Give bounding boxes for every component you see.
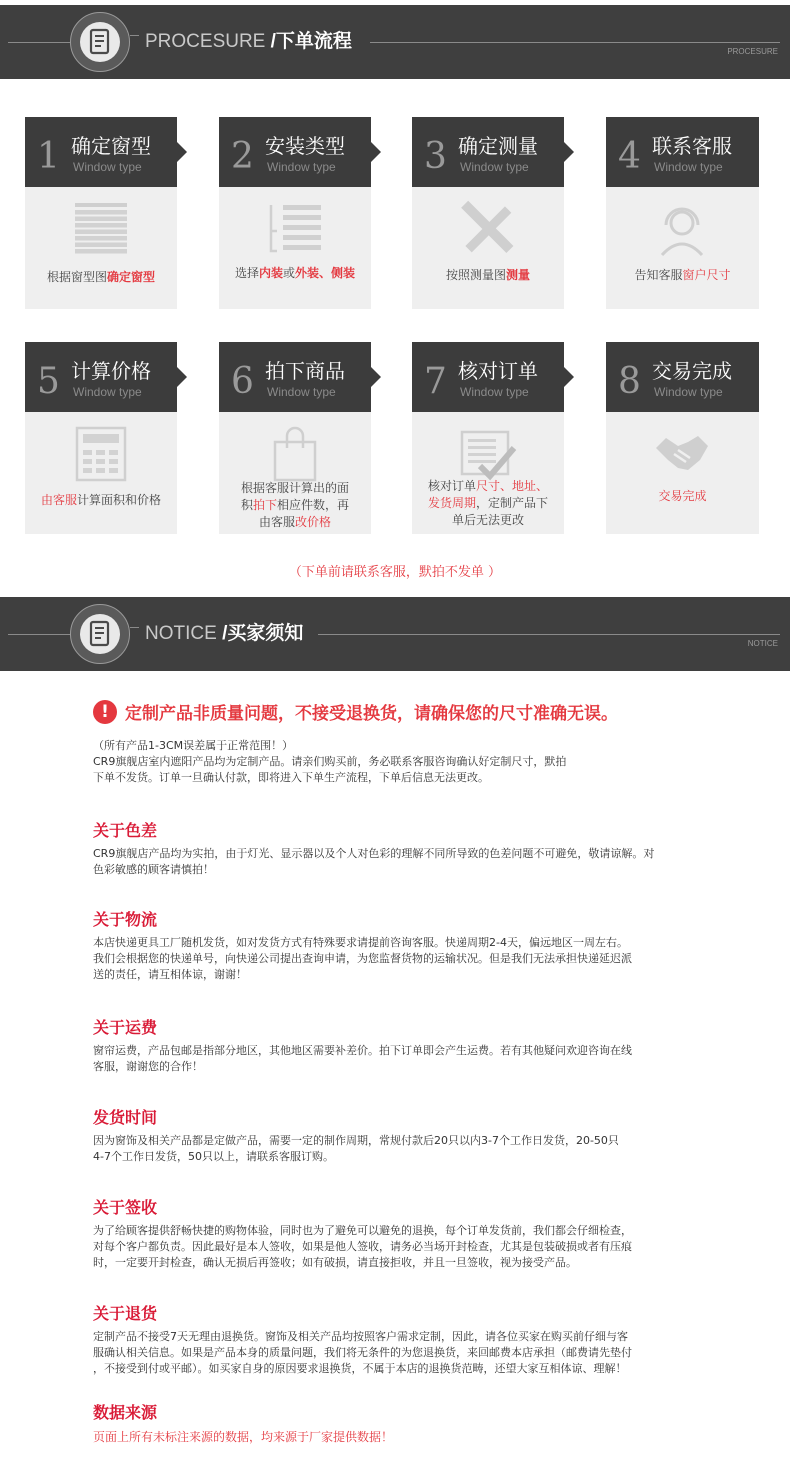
- warning-line: [93, 699, 618, 724]
- step-title: 交易完成: [652, 359, 732, 383]
- step-header: [25, 342, 177, 412]
- section-title: 关于物流: [93, 910, 158, 929]
- step-card-4: [606, 117, 759, 309]
- checklist-icon: [458, 424, 518, 484]
- blinds-icon: [71, 199, 131, 259]
- step-subtitle: Window type: [267, 385, 336, 399]
- step-title: 拍下商品: [265, 359, 345, 383]
- step-title: 计算价格: [71, 359, 151, 383]
- step-subtitle: Window type: [654, 385, 723, 399]
- step-header: [25, 117, 177, 187]
- section-text: 窗帘运费，产品包邮是指部分地区，其他地区需要补差价。拍下订单即会产生运费。若有其他疑问欢迎咨询在线 客服，谢谢您的合作！: [93, 1044, 632, 1073]
- step-number: 8: [618, 361, 641, 402]
- document-icon: [80, 22, 120, 62]
- step-subtitle: Window type: [654, 160, 723, 174]
- step-card-3: [412, 117, 564, 309]
- step-subtitle: Window type: [267, 160, 336, 174]
- notice-small-label: NOTICE: [747, 639, 778, 648]
- step-card-5: [25, 342, 177, 534]
- step-title: 安装类型: [265, 134, 345, 158]
- section-title: 关于色差: [93, 821, 158, 840]
- step-header: [606, 342, 759, 412]
- step-description: 选择内装或外装、侧装: [234, 266, 356, 280]
- calculator-icon: [71, 424, 131, 484]
- step-header: [219, 117, 371, 187]
- section-title: 发货时间: [93, 1108, 158, 1127]
- step-description: 交易完成: [658, 489, 707, 503]
- section-title: 关于签收: [93, 1198, 158, 1217]
- step-number: 1: [37, 136, 60, 177]
- section-text: 本店快递更具工厂随机发货，如对发货方式有特殊要求请提前咨询客服。快递周期2-4天，偏远地区一周左右。 我们会根据您的快递单号，向快递公司提出查询申请，为您监督货物的运输状况。但是我们无法承担快递延迟派 送的责任，请互相体谅，谢谢！: [93, 936, 632, 981]
- procedure-badge: [70, 12, 130, 72]
- exclamation-icon: !: [93, 700, 117, 724]
- notice-header-bar: [0, 597, 790, 671]
- procedure-header-bar: [0, 5, 790, 79]
- section-title: 关于退货: [93, 1304, 158, 1323]
- step-card-1: [25, 117, 177, 309]
- intro-text: （所有产品1-3CM误差属于正常范围！） CR9旗舰店室内遮阳产品均为定制产品。请亲们购买前，务必联系客服咨询确认好定制尺寸，默拍 下单不发货。订单一旦确认付款，即将进入下单生产流程，下单后信息无法更改。: [93, 739, 567, 784]
- step-number: 3: [424, 136, 447, 177]
- step-description: 由客服计算面积和价格: [40, 493, 162, 507]
- step-title: 确定测量: [458, 134, 538, 158]
- step-subtitle: Window type: [73, 385, 142, 399]
- data-source-text: 页面上所有未标注来源的数据，均来源于厂家提供数据！: [93, 1430, 394, 1444]
- headset-icon: [652, 199, 712, 259]
- step-description: 根据客服计算出的面 积拍下相应件数，再 由客服改价格: [240, 481, 350, 529]
- step-title: 确定窗型: [71, 134, 151, 158]
- step-card-8: [606, 342, 759, 534]
- document-icon: [80, 614, 120, 654]
- shopping-bag-icon: [265, 424, 325, 484]
- step-header: [412, 342, 564, 412]
- step-card-7: [412, 342, 564, 534]
- ruler-pencil-icon: [458, 199, 518, 259]
- section-text: 为了给顾客提供舒畅快捷的购物体验，同时也为了避免可以避免的退换，每个订单发货前，我们都会仔细检查， 对每个客户都负责。因此最好是本人签收，如果是他人签收，请务必当场开封检查，尤其是包装破损或者有压痕 时，一定要开封检查，确认无损后再签收；如有破损，请直接拒收，并且一旦签收，视为接受产品。: [93, 1224, 632, 1269]
- step-title: 联系客服: [652, 134, 732, 158]
- step-card-2: [219, 117, 371, 309]
- step-description: 根据窗型图确定窗型: [46, 270, 156, 284]
- step-subtitle: Window type: [460, 160, 529, 174]
- step-subtitle: Window type: [73, 160, 142, 174]
- step-subtitle: Window type: [460, 385, 529, 399]
- step-number: 2: [231, 136, 254, 177]
- step-title: 核对订单: [458, 359, 538, 383]
- handshake-icon: [652, 424, 712, 484]
- step-number: 4: [618, 136, 641, 177]
- header-divider-left: [8, 634, 70, 635]
- step-header: [412, 117, 564, 187]
- notice-title: NOTICE /买家须知: [145, 623, 304, 644]
- step-number: 5: [37, 361, 60, 402]
- step-number: 6: [231, 361, 254, 402]
- procedure-note: （下单前请联系客服，默拍不发单 ）: [288, 565, 502, 580]
- step-number: 7: [424, 361, 447, 402]
- notice-badge: [70, 604, 130, 664]
- header-divider-right: [370, 42, 780, 43]
- step-header: [606, 117, 759, 187]
- warning-text: 定制产品非质量问题，不接受退换货，请确保您的尺寸准确无误。: [125, 704, 618, 724]
- header-divider-left: [8, 42, 70, 43]
- step-description: 核对订单尺寸、地址、 发货周期，定制产品下 单后无法更改: [427, 479, 549, 527]
- step-description: 告知客服窗户尺寸: [634, 268, 731, 282]
- step-card-6: [219, 342, 371, 534]
- data-source-title: 数据来源: [93, 1403, 158, 1422]
- section-text: 因为窗饰及相关产品都是定做产品，需要一定的制作周期，常规付款后20只以内3-7个工作日发货，20-50只 4-7个工作日发货，50只以上，请联系客服订购。: [93, 1134, 619, 1163]
- step-description: 按照测量图测量: [445, 268, 531, 282]
- header-divider-right: [318, 634, 780, 635]
- section-text: 定制产品不接受7天无理由退换货。窗饰及相关产品均按照客户需求定制，因此，请各位买家在购买前仔细与客 服确认相关信息。如果是产品本身的质量问题，我们将无条件的为您退换货，来回邮费本店承担（邮费请先垫付 ，不接受到付或平邮）。如买家自身的原因要求退换货，不属于本店的退换货范畴，还望大家互相体谅、理解！: [93, 1330, 632, 1375]
- section-title: 关于运费: [93, 1018, 158, 1037]
- procedure-small-label: PROCESURE: [727, 47, 778, 56]
- install-list-icon: [265, 199, 325, 259]
- step-header: [219, 342, 371, 412]
- procedure-title: PROCESURE /下单流程: [145, 31, 352, 52]
- section-text: CR9旗舰店产品均为实拍，由于灯光、显示器以及个人对色彩的理解不同所导致的色差问题不可避免，敬请谅解。对 色彩敏感的顾客请慎拍！: [93, 847, 655, 876]
